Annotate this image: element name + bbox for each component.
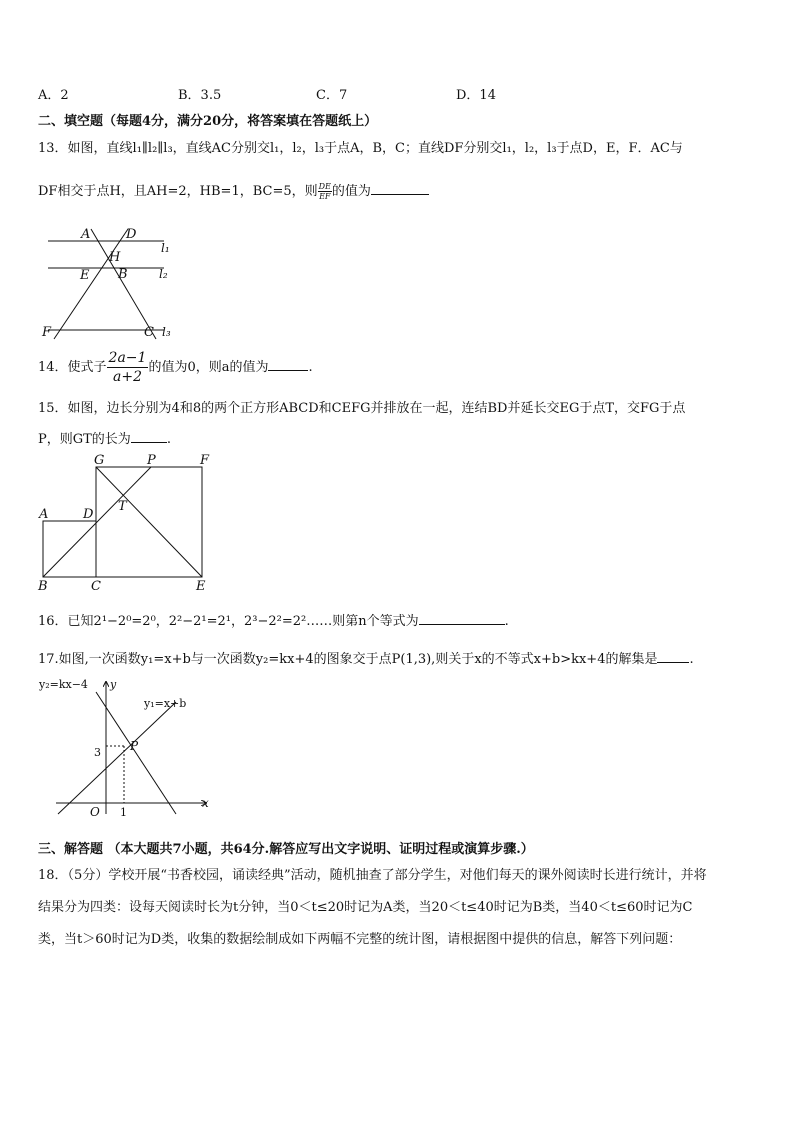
q13-figure xyxy=(36,224,186,342)
label-y: y xyxy=(110,678,117,691)
option-d: D．14 xyxy=(456,88,496,103)
q15-figure xyxy=(34,450,224,594)
q17-line xyxy=(38,648,694,667)
label-l3: l₃ xyxy=(162,325,171,339)
label-y2: y₂=kx−4 xyxy=(39,678,88,691)
label-p: P xyxy=(147,453,156,468)
q14-answer-blank xyxy=(268,358,308,371)
q13-line2-pre: DF相交于点H，且AH=2，HB=1，BC=5，则 xyxy=(38,184,318,199)
label-p: P xyxy=(130,739,139,753)
q16-end: . xyxy=(504,614,509,629)
q14-frac-den: a+2 xyxy=(113,369,142,385)
label-d: D xyxy=(83,507,94,522)
q15-answer-blank xyxy=(131,430,167,443)
label-t: T xyxy=(118,499,127,514)
q14-frac-num: 2a−1 xyxy=(108,350,147,366)
q16-line xyxy=(38,610,509,629)
label-x: x xyxy=(202,796,209,810)
segment-bp xyxy=(43,467,151,577)
q14-end: . xyxy=(308,360,313,375)
option-a: A．2 xyxy=(38,88,69,103)
q17-answer-blank xyxy=(657,650,689,663)
q16-answer-blank xyxy=(419,612,505,625)
q15-end: . xyxy=(166,432,171,447)
label-a: A xyxy=(39,507,49,522)
q16-text: 16．已知2¹−2⁰=2⁰，2²−2¹=2¹，2³−2²=2²……则第n个等式为 xyxy=(38,614,419,629)
q13-frac-den: EF xyxy=(319,192,331,201)
label-c: C xyxy=(91,579,101,594)
label-1: 1 xyxy=(120,806,127,819)
section2-heading: 二、填空题（每题4分，满分20分，将答案填在答题纸上） xyxy=(38,114,378,129)
line-ac xyxy=(91,229,156,339)
label-y1: y₁=x+b xyxy=(144,697,187,710)
line-df xyxy=(54,229,128,339)
line-y2 xyxy=(96,692,176,814)
q15-line2-text: P，则GT的长为 xyxy=(38,432,131,447)
segment-ge xyxy=(96,467,202,577)
line-y1 xyxy=(58,702,176,814)
label-l1: l₁ xyxy=(161,241,170,255)
label-l2: l₂ xyxy=(159,267,168,281)
label-d: D xyxy=(126,227,137,242)
label-h: H xyxy=(109,250,121,265)
q13-line2-post: 的值为 xyxy=(331,184,371,199)
q14-line xyxy=(38,349,313,386)
q14-fraction xyxy=(107,349,149,386)
label-c: C xyxy=(144,325,154,340)
q18-line1: 18．（5分）学校开展“书香校园，诵读经典”活动，随机抽查了部分学生，对他们每天的课外阅读时长进行统计，并将 xyxy=(38,868,707,883)
q15-line1: 15．如图，边长分别为4和8的两个正方形ABCD和CEFG并排放在一起，连结BD并延长交EG于点T，交FG于点 xyxy=(38,401,686,416)
option-b: B．3.5 xyxy=(178,88,222,103)
q13-answer-blank xyxy=(371,182,429,195)
label-b: B xyxy=(38,579,48,594)
q17-text: 17.如图,一次函数y₁=x+b与一次函数y₂=kx+4的图象交于点P(1,3),则关于x的不等式x+b>kx+4的解集是 xyxy=(38,652,658,667)
label-f: F xyxy=(42,325,52,340)
q17-figure xyxy=(36,674,220,820)
q14-pre: 14．使式子 xyxy=(38,360,107,375)
label-b: B xyxy=(118,267,128,282)
label-a: A xyxy=(81,227,91,242)
q15-line2 xyxy=(38,428,171,447)
label-o: O xyxy=(90,805,100,819)
option-c: C．7 xyxy=(316,88,348,103)
section3-heading: 三、解答题 （本大题共7小题，共64分.解答应写出文字说明、证明过程或演算步骤.） xyxy=(38,842,534,857)
q18-line2: 结果分为四类：设每天阅读时长为t分钟，当0＜t≤20时记为A类，当20＜t≤40时记为B类，当40＜t≤60时记为C xyxy=(38,900,693,915)
q18-line3: 类，当t＞60时记为D类，收集的数据绘制成如下两幅不完整的统计图，请根据图中提供的信息，解答下列问题： xyxy=(38,932,682,947)
label-3: 3 xyxy=(94,746,101,759)
label-e: E xyxy=(196,579,206,594)
label-e: E xyxy=(80,268,90,283)
label-f: F xyxy=(200,453,210,468)
q13-line1: 13．如图，直线l₁∥l₂∥l₃，直线AC分别交l₁，l₂，l₃于点A，B，C；直线DF分别交l₁，l₂，l₃于点D，E，F．AC与 xyxy=(38,141,683,156)
q13-frac-num: DE xyxy=(318,182,331,191)
q17-end: . xyxy=(689,652,694,667)
q13-line2 xyxy=(38,180,429,201)
label-g: G xyxy=(94,453,105,468)
q13-fraction xyxy=(318,182,332,201)
q14-post: 的值为0，则a的值为 xyxy=(148,360,269,375)
